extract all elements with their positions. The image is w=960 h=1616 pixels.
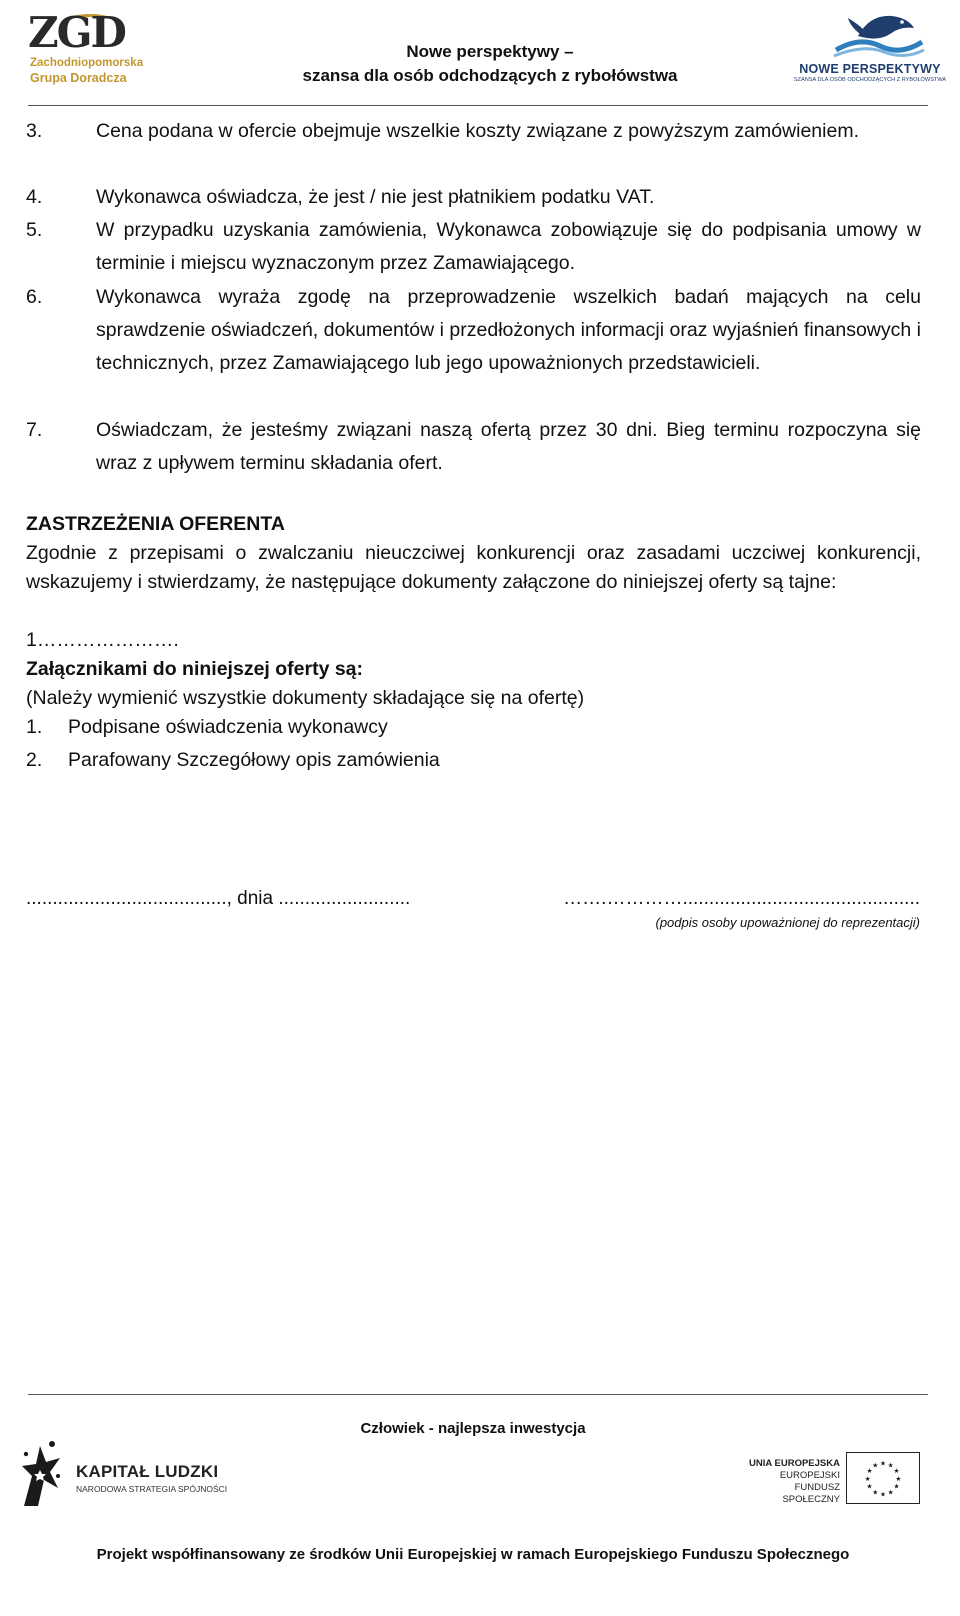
clause-text: Cena podana w ofercie obejmuje wszelkie koszty związane z powyższym zamówieniem. (96, 120, 859, 142)
kapital-ludzki-title: KAPITAŁ LUDZKI (76, 1462, 219, 1481)
clause-number: 5. (26, 219, 43, 241)
svg-text:★: ★ (887, 1461, 894, 1470)
eu-fund-text (736, 1458, 840, 1506)
attachment-number: 1. (26, 716, 43, 738)
svg-text:★: ★ (887, 1488, 894, 1497)
np-logo-title: NOWE PERSPEKTYWY (799, 62, 941, 76)
attachments-note: (Należy wymienić wszystkie dokumenty składające się na ofertę) (26, 687, 585, 709)
clause-text: Wykonawca oświadcza, że jest / nie jest płatnikiem podatku VAT. (96, 186, 655, 208)
eu-flag-icon (846, 1452, 920, 1504)
svg-text:★: ★ (864, 1474, 871, 1483)
np-logo-subtitle: SZANSA DLA OSÓB ODCHODZĄCYCH Z RYBOŁÓWSTWA (793, 77, 947, 83)
clause-number: 7. (26, 419, 43, 441)
footer-cofinancing-note: Projekt współfinansowany ze środków Unii Europejskiej w ramach Europejskiego Funduszu Społecznego (96, 1546, 850, 1563)
eu-line2: EUROPEJSKI (779, 1470, 840, 1481)
svg-text:★: ★ (879, 1490, 887, 1499)
zgd-logo-letters: ZGD (28, 8, 125, 57)
header-title-line1: Nowe perspektywy – (406, 42, 574, 61)
attachments-heading: Załącznikami do niniejszej oferty są: (26, 658, 364, 680)
attachment-number: 2. (26, 749, 43, 771)
footer-slogan: Człowiek - najlepsza inwestycja (360, 1420, 586, 1437)
svg-text:★: ★ (866, 1467, 873, 1476)
nowe-perspektywy-logo (790, 6, 950, 86)
zgd-logo (28, 10, 148, 90)
reservations-entry: 1…………………. (26, 629, 179, 651)
header-title-line2: szansa dla osób odchodzących z rybołówstwa (302, 66, 678, 85)
footer-divider (28, 1394, 928, 1395)
clause-text: Wykonawca wyraża zgodę na przeprowadzenie wszelkich badań mających na celu sprawdzenie oświadczeń, dokumentów i przedłożonych informacji oraz wyjaśnień finansowych i technicznych, przez Zamawiającego lub jego upoważnionych przedstawicieli. (96, 286, 921, 374)
svg-text:★: ★ (879, 1459, 887, 1468)
kapital-ludzki-subtitle: NARODOWA STRATEGIA SPÓJNOŚCI (76, 1484, 228, 1494)
fish-wave-icon (830, 6, 926, 58)
zgd-logo-line2: Grupa Doradcza (30, 71, 127, 85)
clause-number: 4. (26, 186, 43, 208)
page-header (0, 0, 960, 110)
clause-text: Oświadczam, że jesteśmy związani naszą ofertą przez 30 dni. Bieg terminu rozpoczyna się wraz z upływem terminu składania ofert. (96, 419, 921, 474)
svg-text:★: ★ (893, 1482, 900, 1491)
reservations-heading: ZASTRZEŻENIA OFERENTA (26, 513, 285, 535)
zgd-logo-line1: Zachodniopomorska (30, 57, 144, 69)
svg-text:★: ★ (872, 1461, 879, 1470)
clause-number: 3. (26, 120, 43, 142)
attachment-text: Podpisane oświadczenia wykonawcy (68, 716, 388, 738)
signature-line: …….…………............................................. (563, 888, 920, 909)
svg-text:★: ★ (895, 1474, 902, 1483)
signature-place-date: ......................................, dnia ......................... (26, 888, 411, 909)
clause-text: W przypadku uzyskania zamówienia, Wykonawca zobowiązuje się do podpisania umowy w terminie i miejscu wyznaczonym przez Zamawiającego. (96, 219, 921, 274)
clause-number: 6. (26, 286, 43, 308)
eu-line1: UNIA EUROPEJSKA (749, 1458, 840, 1469)
svg-text:★: ★ (893, 1467, 900, 1476)
header-title (270, 40, 710, 88)
svg-text:★: ★ (866, 1482, 873, 1491)
eu-line3: FUNDUSZ SPOŁECZNY (782, 1482, 840, 1505)
svg-text:★: ★ (872, 1488, 879, 1497)
header-divider (28, 105, 928, 106)
reservations-text: Zgodnie z przepisami o zwalczaniu nieuczciwej konkurencji oraz zasadami uczciwej konkurencji, wskazujemy i stwierdzamy, że następujące dokumenty załączone do niniejszej oferty są tajne: (26, 542, 921, 593)
signature-caption: (podpis osoby upoważnionej do reprezentacji) (655, 915, 920, 930)
kapital-ludzki-mark-icon (18, 1436, 64, 1508)
eu-fund-logo (736, 1452, 926, 1508)
attachment-text: Parafowany Szczegółowy opis zamówienia (68, 749, 440, 771)
kapital-ludzki-logo (18, 1436, 258, 1516)
